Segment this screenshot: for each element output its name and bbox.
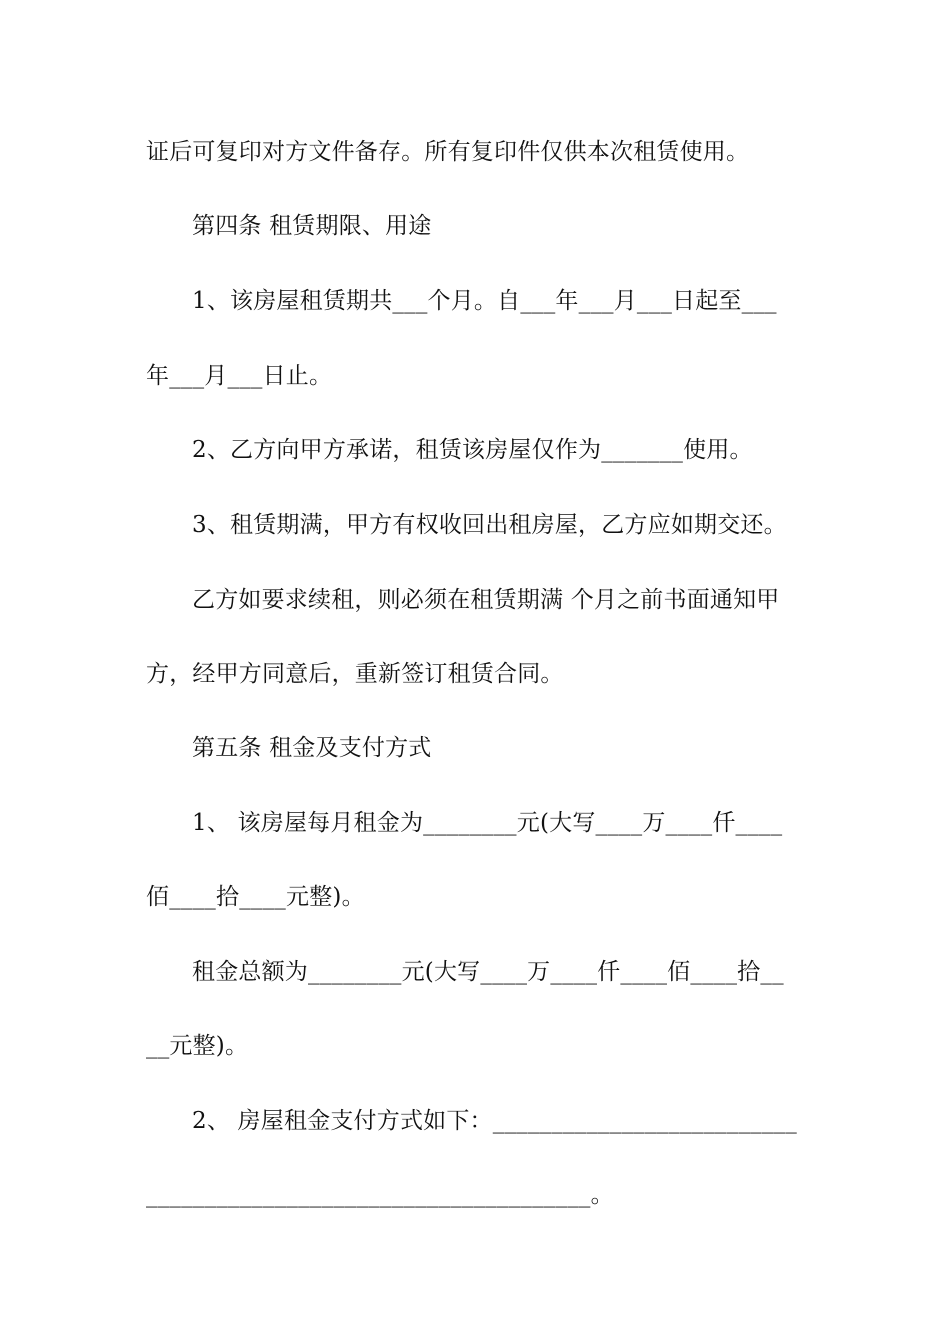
- renewal-line-2: 方，经甲方同意后，重新签订租赁合同。: [146, 661, 564, 687]
- article-heading-5: 第五条 租金及支付方式: [192, 735, 432, 761]
- clause-4-3: 3、租赁期满，甲方有权收回出租房屋，乙方应如期交还。: [192, 512, 787, 538]
- clause-5-2-line-1: 2、 房屋租金支付方式如下：__________________________: [192, 1108, 797, 1134]
- clause-5-1-line-1: 1、 该房屋每月租金为________元(大写____万____仟____: [192, 810, 783, 836]
- article-heading-4: 第四条 租赁期限、用途: [192, 213, 432, 239]
- paragraph-line-continuation: 证后可复印对方文件备存。所有复印件仅供本次租赁使用。: [146, 139, 750, 165]
- clause-4-1-line-1: 1、该房屋租赁期共___个月。自___年___月___日起至___: [192, 288, 777, 314]
- total-rent-line-1: 租金总额为________元(大写____万____仟____佰____拾__: [192, 959, 784, 985]
- renewal-line-1: 乙方如要求续租，则必须在租赁期满 个月之前书面通知甲: [192, 587, 780, 613]
- total-rent-line-2: __元整)。: [146, 1033, 249, 1059]
- clause-5-2-line-2: ______________________________________。: [146, 1182, 614, 1208]
- clause-4-1-line-2: 年___月___日止。: [146, 363, 333, 389]
- clause-4-2: 2、乙方向甲方承诺，租赁该房屋仅作为_______使用。: [192, 437, 753, 463]
- clause-5-1-line-2: 佰____拾____元整)。: [146, 884, 365, 910]
